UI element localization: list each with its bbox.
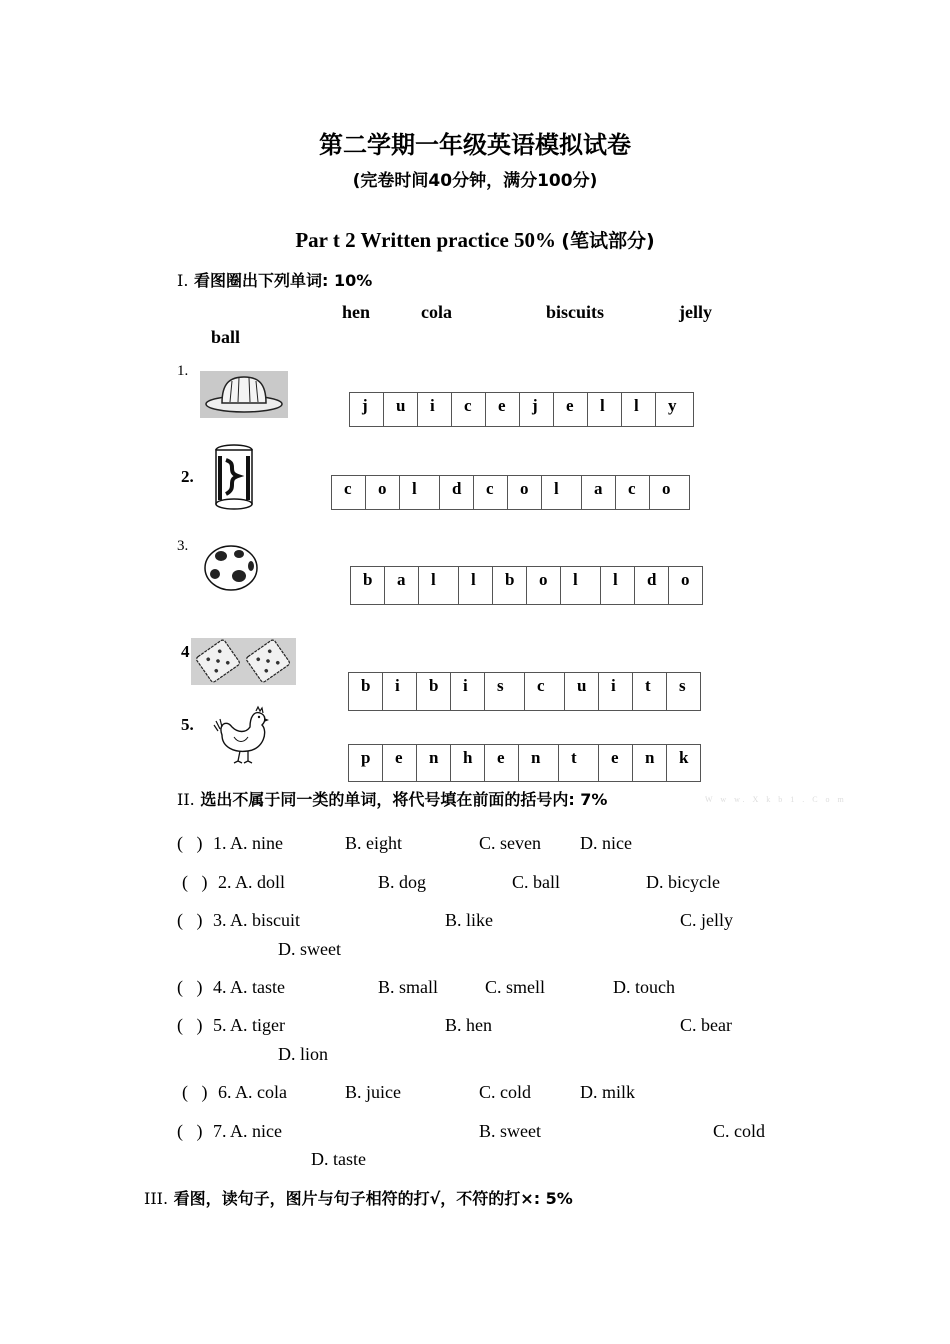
letter-cell[interactable]: l <box>561 567 601 605</box>
letter-cell[interactable]: c <box>525 673 565 711</box>
question-option-d: D. sweet <box>278 939 341 959</box>
section-2-heading <box>177 787 607 810</box>
letter-cell[interactable]: i <box>599 673 633 711</box>
section-3-roman: III. <box>144 1189 169 1208</box>
letter-cell[interactable]: n <box>417 745 451 782</box>
hen-picture <box>212 705 270 765</box>
letter-cell[interactable]: c <box>616 476 650 510</box>
question-option-d: D. taste <box>311 1149 366 1169</box>
letter-cell[interactable]: e <box>485 745 519 782</box>
section-1-heading <box>177 268 372 291</box>
question-option-c: C. jelly <box>680 910 733 930</box>
bracket-close: ) <box>201 1082 208 1102</box>
bracket-close: ) <box>196 1015 203 1035</box>
letter-cell[interactable]: o <box>366 476 400 510</box>
letter-cell[interactable]: b <box>351 567 385 605</box>
biscuits-picture <box>191 638 296 685</box>
item-number: 3. <box>177 538 189 554</box>
bracket-open: ( <box>177 833 183 853</box>
letter-cell[interactable]: o <box>650 476 690 510</box>
question-option-a: 5. A. tiger <box>213 1015 285 1035</box>
section-3-heading <box>144 1186 573 1209</box>
letter-cell[interactable]: u <box>565 673 599 711</box>
bracket-close: ) <box>196 977 203 997</box>
letter-cell[interactable]: o <box>527 567 561 605</box>
ball-picture <box>203 544 259 592</box>
letter-cell[interactable]: e <box>486 393 520 427</box>
letter-cell[interactable]: l <box>419 567 459 605</box>
letter-cell[interactable]: l <box>601 567 635 605</box>
section-2-title: 选出不属于同一类的单词，将代号填在前面的括号内: 7% <box>200 790 608 809</box>
letter-cell[interactable]: t <box>559 745 599 782</box>
part-heading <box>0 226 950 253</box>
cola-can-picture <box>212 444 256 510</box>
bracket-close: ) <box>196 1121 203 1141</box>
letter-cell[interactable]: i <box>418 393 452 427</box>
part-title-en: Par t 2 Written practice 50% <box>295 228 557 252</box>
watermark: W w w. X k b 1 . C o m <box>705 795 847 804</box>
item-number: 5. <box>181 715 194 734</box>
letter-cell[interactable]: d <box>440 476 474 510</box>
letter-cell[interactable]: n <box>519 745 559 782</box>
answer-bracket[interactable] <box>177 1015 203 1036</box>
question-option-c: C. smell <box>485 977 546 997</box>
word-bank-item: cola <box>421 302 452 322</box>
bracket-open: ( <box>182 1082 188 1102</box>
bracket-open: ( <box>177 1121 183 1141</box>
question-option-b: B. eight <box>345 833 402 853</box>
question-option-c: C. seven <box>479 833 541 853</box>
question-option-b: B. juice <box>345 1082 401 1102</box>
part-title-cn: (笔试部分) <box>561 230 655 252</box>
letter-cell[interactable]: k <box>667 745 701 782</box>
letter-cell[interactable]: l <box>400 476 440 510</box>
section-3-title: 看图，读句子，图片与句子相符的打√，不符的打×: 5% <box>173 1189 573 1208</box>
letter-cell[interactable]: e <box>383 745 417 782</box>
letter-cell[interactable]: l <box>459 567 493 605</box>
question-option-a: 2. A. doll <box>218 872 286 892</box>
word-bank-item: hen <box>342 302 371 322</box>
letter-cell[interactable]: e <box>554 393 588 427</box>
letter-cell[interactable]: c <box>474 476 508 510</box>
letter-cell[interactable]: y <box>656 393 694 427</box>
section-1-title: 看图圈出下列单词: 10% <box>193 271 373 290</box>
letter-cell[interactable]: h <box>451 745 485 782</box>
letter-grid-3 <box>350 566 703 605</box>
letter-grid-4 <box>348 672 701 711</box>
answer-bracket[interactable] <box>177 910 203 931</box>
question-option-a: 4. A. taste <box>213 977 285 997</box>
answer-bracket[interactable] <box>182 872 208 893</box>
question-option-b: B. dog <box>378 872 427 892</box>
question-option-c: C. cold <box>713 1121 765 1141</box>
letter-cell[interactable]: d <box>635 567 669 605</box>
question-option-d: D. nice <box>580 833 632 853</box>
bracket-close: ) <box>196 910 203 930</box>
bracket-open: ( <box>182 872 188 892</box>
letter-cell[interactable]: t <box>633 673 667 711</box>
question-option-a: 1. A. nine <box>213 833 283 853</box>
answer-bracket[interactable] <box>177 833 203 854</box>
answer-bracket[interactable] <box>177 977 203 998</box>
letter-cell[interactable]: l <box>622 393 656 427</box>
letter-cell[interactable]: i <box>383 673 417 711</box>
question-option-d: D. touch <box>613 977 675 997</box>
question-option-b: B. like <box>445 910 493 930</box>
letter-cell[interactable]: l <box>588 393 622 427</box>
letter-cell[interactable]: s <box>667 673 701 711</box>
letter-cell[interactable]: o <box>669 567 703 605</box>
exam-info: (完卷时间40分钟，满分100分) <box>352 171 598 191</box>
page-title: 第二学期一年级英语模拟试卷 <box>319 131 631 159</box>
jelly-picture <box>200 371 288 418</box>
letter-cell[interactable]: o <box>508 476 542 510</box>
item-number: 4 <box>181 642 190 661</box>
question-option-b: B. small <box>378 977 439 997</box>
letter-cell[interactable]: u <box>384 393 418 427</box>
letter-grid-5 <box>348 744 701 782</box>
letter-cell[interactable]: n <box>633 745 667 782</box>
letter-cell[interactable]: b <box>417 673 451 711</box>
section-2-roman: II. <box>177 790 195 809</box>
question-option-c: C. ball <box>512 872 560 892</box>
word-bank-item: biscuits <box>546 302 605 322</box>
letter-cell[interactable]: a <box>385 567 419 605</box>
word-bank-item: ball <box>211 327 241 347</box>
letter-cell[interactable]: l <box>542 476 582 510</box>
bracket-close: ) <box>201 872 208 892</box>
section-1-roman: I. <box>177 271 189 290</box>
bracket-open: ( <box>177 910 183 930</box>
letter-cell[interactable]: e <box>599 745 633 782</box>
letter-cell[interactable]: s <box>485 673 525 711</box>
question-option-d: D. bicycle <box>646 872 720 892</box>
answer-bracket[interactable] <box>177 1121 203 1142</box>
letter-cell[interactable]: i <box>451 673 485 711</box>
item-number: 1. <box>177 363 189 379</box>
letter-cell[interactable]: b <box>349 673 383 711</box>
word-bank-item: jelly <box>679 302 712 322</box>
item-number: 2. <box>181 467 194 486</box>
bracket-open: ( <box>177 977 183 997</box>
letter-cell[interactable]: j <box>520 393 554 427</box>
letter-cell[interactable]: c <box>332 476 366 510</box>
question-option-b: B. hen <box>445 1015 492 1035</box>
question-option-d: D. lion <box>278 1044 329 1064</box>
letter-cell[interactable]: j <box>350 393 384 427</box>
letter-cell[interactable]: c <box>452 393 486 427</box>
letter-cell[interactable]: p <box>349 745 383 782</box>
question-option-c: C. cold <box>479 1082 531 1102</box>
answer-bracket[interactable] <box>182 1082 208 1103</box>
question-option-b: B. sweet <box>479 1121 541 1141</box>
question-option-a: 6. A. cola <box>218 1082 287 1102</box>
bracket-open: ( <box>177 1015 183 1035</box>
bracket-close: ) <box>196 833 203 853</box>
question-option-c: C. bear <box>680 1015 732 1035</box>
question-option-d: D. milk <box>580 1082 636 1102</box>
letter-grid-2 <box>331 475 690 510</box>
letter-cell[interactable]: a <box>582 476 616 510</box>
letter-cell[interactable]: b <box>493 567 527 605</box>
letter-grid-1 <box>349 392 694 427</box>
question-option-a: 7. A. nice <box>213 1121 282 1141</box>
question-option-a: 3. A. biscuit <box>213 910 301 930</box>
